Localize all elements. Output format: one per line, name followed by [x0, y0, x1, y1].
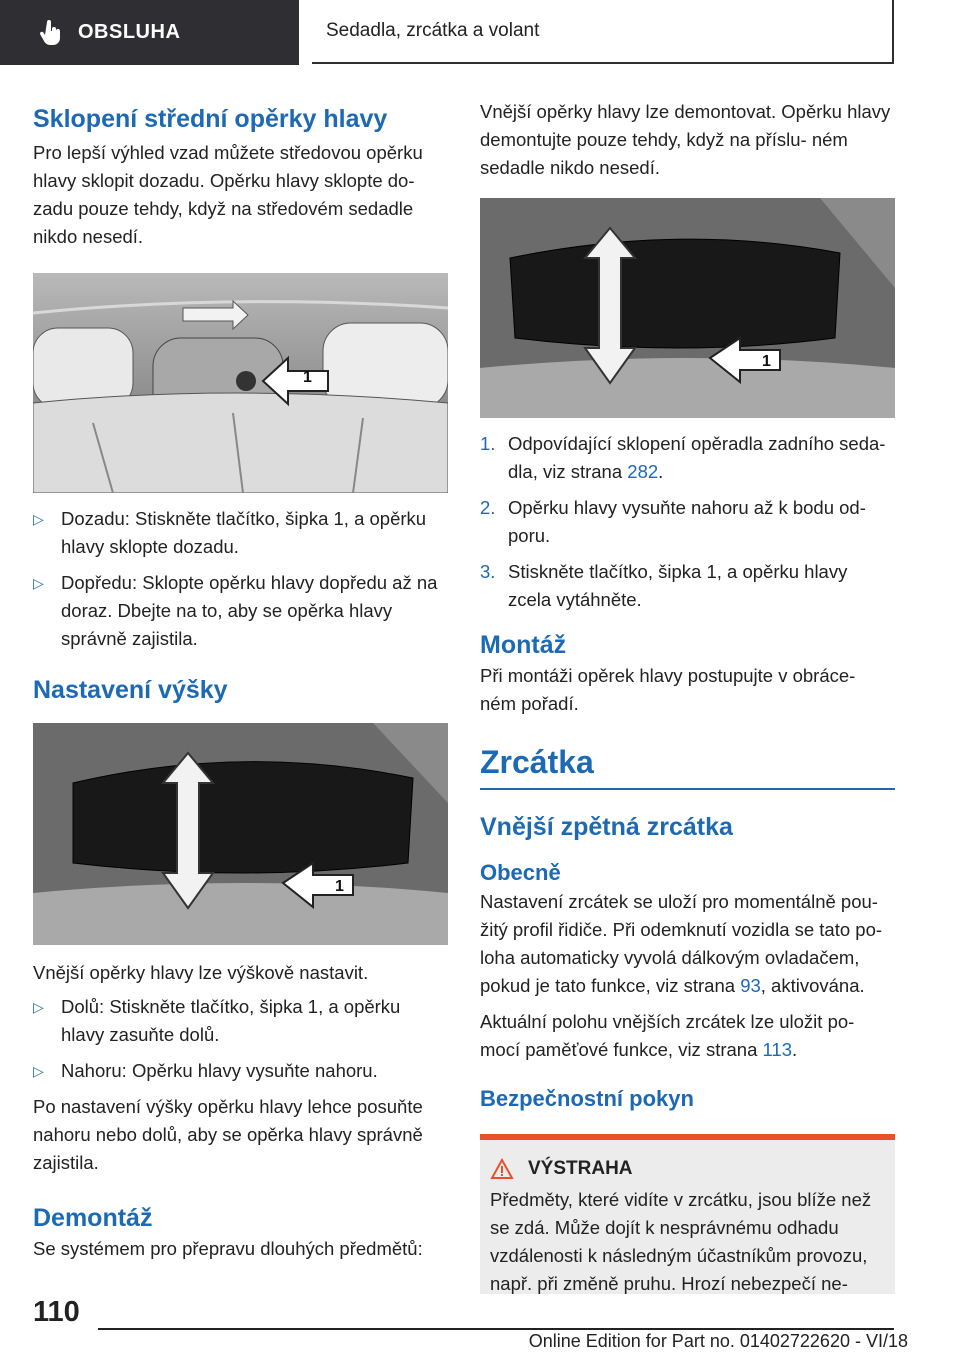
headrest-height-illustration [33, 723, 448, 945]
heading-fold-headrest: Sklopení střední opěrky hlavy [33, 105, 388, 133]
list-item: 1. Odpovídající sklopení opěradla zadního seda- dla, viz strana 282. [480, 430, 895, 486]
callout-number: 1 [762, 353, 771, 370]
headrest-fold-illustration [33, 273, 448, 493]
heading-mirrors: Zrcátka [480, 744, 594, 780]
list-item: 3. Stiskněte tlačítko, šipka 1, a opěrku hlavy zcela vytáhněte. [480, 558, 895, 614]
remove-steps-list [480, 430, 895, 614]
warning-triangle-icon [490, 1158, 514, 1180]
header-tab-label: OBSLUHA [78, 21, 181, 43]
step-number: 2. [480, 497, 496, 518]
step-number: 3. [480, 561, 496, 582]
callout-number: 1 [335, 878, 344, 895]
figure-height-adjust [33, 723, 448, 945]
list-item: 2. Opěrku hlavy vysuňte nahoru až k bodu od- poru. [480, 494, 895, 550]
header-section [312, 0, 894, 64]
page-link[interactable]: 113 [762, 1039, 793, 1060]
warning-text: Předměty, které vidíte v zrcátku, jsou blíže než se zdá. Může dojít k nesprávnému odhadu vzdálenosti k následným účastníkům provozu, např. při změně pruhu. Hrozí nebezpečí ne- [490, 1189, 872, 1294]
hand-pointer-icon [36, 19, 64, 47]
triangle-bullet-icon: ▷ [33, 511, 44, 527]
fold-instructions-list [33, 505, 448, 653]
paragraph-height-note: Po nastavení výšky opěrku hlavy lehce posuňte nahoru nebo dolů, aby se opěrka hlavy správně zajistila. [33, 1096, 423, 1173]
list-item: ▷ Nahoru: Opěrku hlavy vysuňte nahoru. [33, 1057, 448, 1085]
paragraph-fold: Pro lepší výhled vzad můžete středovou opěrku hlavy sklopit dozadu. Opěrku hlavy sklopte do- zadu pouze tehdy, když na středovém sedadle nikdo nesedí. [33, 142, 423, 247]
list-item: ▷ Dopředu: Sklopte opěrku hlavy dopředu až na doraz. Dbejte na to, aby se opěrka hlavy správně zajistila. [33, 569, 448, 653]
figure-fold-headrest [33, 273, 448, 493]
section-title: Sedadla, zrcátka a volant [326, 20, 540, 41]
triangle-bullet-icon: ▷ [33, 575, 44, 591]
right-column [480, 96, 895, 1294]
headrest-remove-illustration [480, 198, 895, 418]
triangle-bullet-icon: ▷ [33, 1063, 44, 1079]
page-link[interactable]: 282 [627, 461, 659, 482]
heading-outer-mirrors: Vnější zpětná zrcátka [480, 813, 733, 841]
height-instructions-list [33, 993, 448, 1085]
heading-remove: Demontáž [33, 1204, 153, 1232]
warning-title: VÝSTRAHA [528, 1158, 633, 1179]
paragraph-mount: Při montáži opěrek hlavy postupujte v obráce- ném pořadí. [480, 665, 856, 714]
left-column [33, 96, 448, 1263]
header-tab [0, 0, 299, 65]
paragraph-height: Vnější opěrky hlavy lze výškově nastavit. [33, 962, 369, 983]
figure-remove-headrest [480, 198, 895, 418]
paragraph-memory: Aktuální polohu vnějších zrcátek lze uložit po- mocí paměťové funkce, viz strana 113. [480, 1011, 855, 1060]
paragraph-general: Nastavení zrcátek se uloží pro momentálně pou- žitý profil řidiče. Při odemknutí vozidla se tato po- loha automaticky vyvolá dálkovým ovladačem, pokud je tato funkce, viz strana 93, aktivována. [480, 891, 883, 996]
callout-number: 1 [303, 369, 312, 386]
page-link[interactable]: 93 [740, 975, 761, 996]
section-rule [480, 788, 895, 790]
triangle-bullet-icon: ▷ [33, 999, 44, 1015]
warning-header [480, 1140, 895, 1186]
paragraph-remove-intro: Vnější opěrky hlavy lze demontovat. Opěrku hlavy demontujte pouze tehdy, když na příslu- ném sedadle nikdo nesedí. [480, 101, 891, 178]
list-item: ▷ Dozadu: Stiskněte tlačítko, šipka 1, a opěrku hlavy sklopte dozadu. [33, 505, 448, 561]
warning-box [480, 1134, 895, 1294]
footer-edition: Online Edition for Part no. 01402722620 - VI/18 [528, 1331, 908, 1351]
paragraph-remove: Se systémem pro přepravu dlouhých předmětů: [33, 1238, 423, 1259]
page-number: 110 [33, 1296, 80, 1328]
heading-height-adjust: Nastavení výšky [33, 676, 228, 704]
footer-rule [98, 1328, 894, 1330]
heading-safety: Bezpečnostní pokyn [480, 1086, 694, 1111]
step-number: 1. [480, 433, 496, 454]
list-item: ▷ Dolů: Stiskněte tlačítko, šipka 1, a opěrku hlavy zasuňte dolů. [33, 993, 448, 1049]
heading-mount: Montáž [480, 631, 567, 659]
heading-general: Obecně [480, 860, 561, 885]
